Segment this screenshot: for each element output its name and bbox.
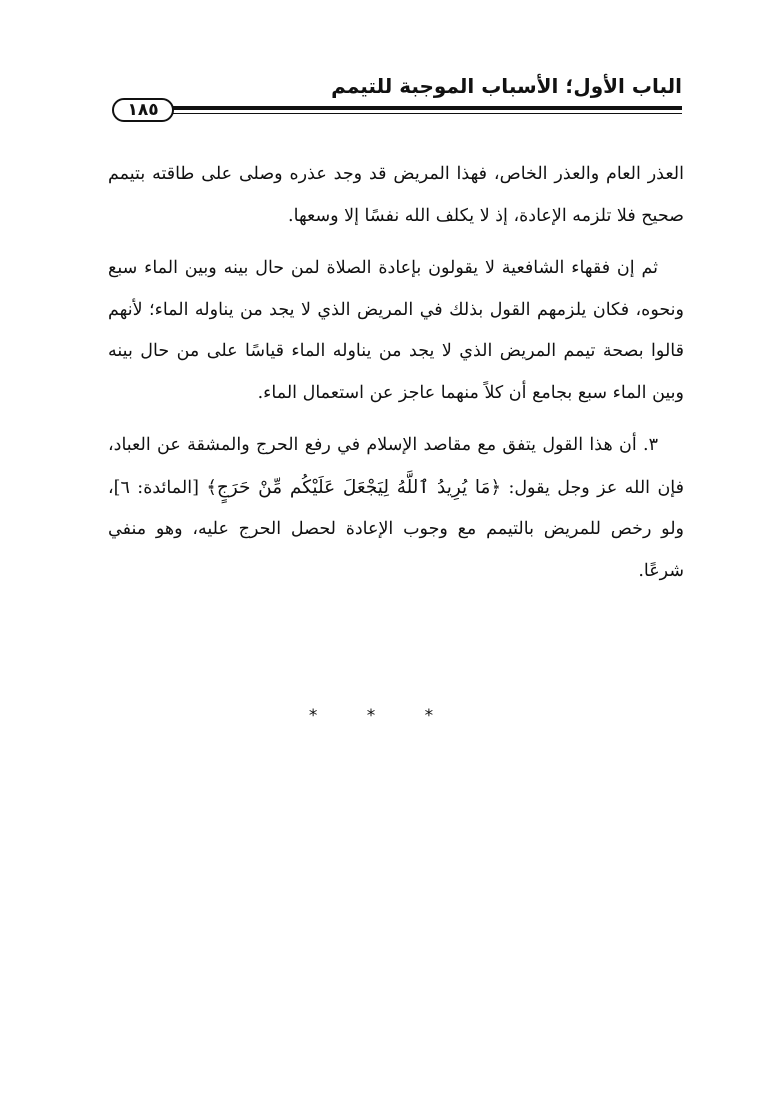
header-rule-thick xyxy=(172,106,682,110)
quran-reference: [المائدة: ٦] xyxy=(113,477,207,498)
page-number-frame xyxy=(112,98,174,122)
page-body xyxy=(108,154,684,603)
quran-verse: مَا يُرِيدُ ٱللَّهُ لِيَجْعَلَ عَلَيْكُم مِّنْ حَرَجٍ xyxy=(216,476,491,498)
paragraph-3-intro: ٣. أن هذا القول يتفق مع مقاصد الإسلام في رفع الحرج والمشقة عن العباد، فإن الله عز وجل يقول: xyxy=(108,435,685,498)
header-rule-thin xyxy=(172,113,682,114)
paragraph-1: العذر العام والعذر الخاص، فهذا المريض قد وجد عذره وصلى على طاقته بتيمم صحيح فلا تلزمه الإعادة، إذ لا يكلف الله نفسًا إلا وسعها. xyxy=(108,164,684,226)
page-number: ١٨٥ xyxy=(127,99,159,120)
section-separator: * * * xyxy=(308,706,456,726)
paragraph-3-rest: ، ولو رخص للمريض بالتيمم مع وجوب الإعادة لحصل الحرج عليه، وهو منفي شرعًا. xyxy=(108,477,684,581)
paragraph-2: ثم إن فقهاء الشافعية لا يقولون بإعادة الصلاة لمن حال بينه وبين الماء سبع ونحوه، فكان يلزمهم القول بذلك في المريض الذي لا يجد من يناوله الماء؛ لأنهم قالوا بصحة تيمم المريض الذي لا يجد من يناوله الماء قياسًا على من حال بينه وبين الماء سبع بجامع أن كلاً منهما عاجز عن استعمال الماء. xyxy=(108,258,684,403)
quran-close-bracket: ﴾ xyxy=(206,476,217,498)
running-title: الباب الأول؛ الأسباب الموجبة للتيمم xyxy=(331,74,682,98)
quran-open-bracket: ﴿ xyxy=(490,476,502,498)
page-header xyxy=(112,68,682,128)
paragraph-3 xyxy=(108,425,684,592)
